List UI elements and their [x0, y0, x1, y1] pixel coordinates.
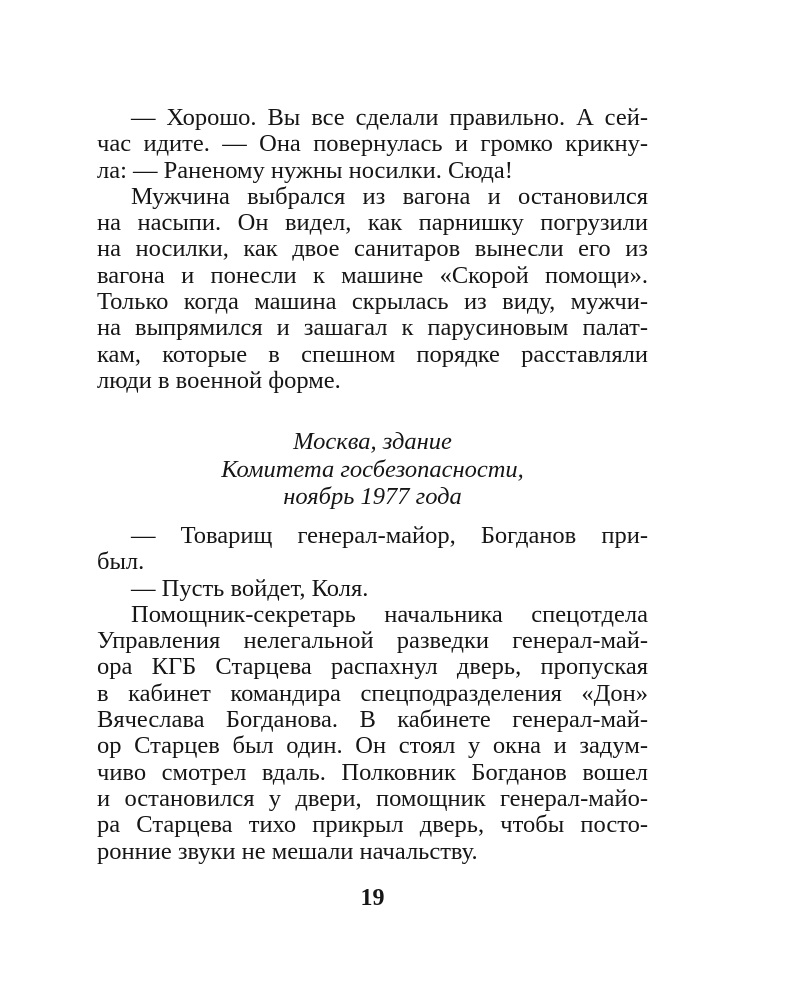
paragraph-line: кам, которые в спешном порядке расставляли [97, 340, 648, 368]
scene-heading-line: Комитета госбезопасности, [221, 455, 524, 483]
paragraph-line: Только когда машина скрылась из виду, мужчи- [97, 288, 648, 316]
paragraph-line: Управления нелегальной разведки генерал-май- [97, 627, 648, 655]
text-block-top [97, 105, 648, 394]
paragraph-line: Мужчина выбрался из вагона и остановился [131, 182, 648, 210]
paragraph-line: на насыпи. Он видел, как парнишку погрузили [97, 209, 648, 237]
paragraph-line: — Хорошо. Вы все сделали правильно. А сей- [131, 104, 648, 131]
paragraph-line: ора КГБ Старцева распахнул дверь, пропуская [97, 653, 648, 681]
paragraph-line: час идите. — Она повернулась и громко крикну- [97, 130, 648, 158]
paragraph-line: люди в военной форме. [97, 366, 341, 394]
scene-heading [97, 428, 648, 511]
paragraph-line: ла: — Раненому нужны носилки. Сюда! [97, 156, 513, 184]
paragraph-line: Помощник-секретарь начальника спецотдела [131, 600, 648, 628]
paragraph-line: и остановился у двери, помощник генерал-майо- [97, 784, 648, 812]
paragraph-line: — Пусть войдет, Коля. [131, 574, 369, 602]
paragraph-line: ра Старцева тихо прикрыл дверь, чтобы посто- [97, 811, 648, 839]
paragraph-line: — Товарищ генерал-майор, Богданов при- [131, 522, 648, 549]
page-number: 19 [360, 885, 385, 911]
paragraph-line: на носилки, как двое санитаров вынесли его из [97, 235, 648, 263]
paragraph-line: чиво смотрел вдаль. Полковник Богданов вошел [97, 758, 648, 786]
paragraph-line: ронние звуки не мешали начальству. [97, 837, 478, 865]
text-block-bottom [97, 523, 648, 865]
scene-heading-line: Москва, здание [293, 428, 452, 455]
paragraph-line: вагона и понесли к машине «Скорой помощи». [97, 261, 648, 289]
scene-heading-line: ноябрь 1977 года [283, 483, 462, 510]
paragraph-line: был. [97, 548, 145, 576]
paragraph-line: в кабинет командира спецподразделения «Дон» [97, 679, 648, 707]
paragraph-line: ор Старцев был один. Он стоял у окна и задум- [97, 732, 648, 760]
paragraph-line: Вячеслава Богданова. В кабинете генерал-май- [97, 706, 648, 734]
paragraph-line: на выпрямился и зашагал к парусиновым палат- [97, 314, 648, 342]
